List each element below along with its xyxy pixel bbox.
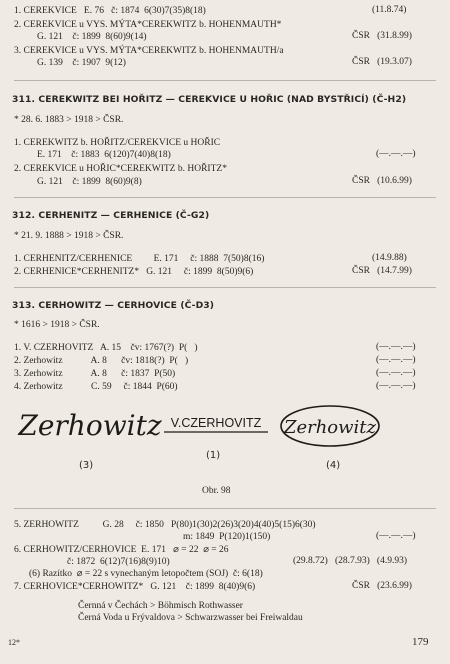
entry-date: (—.—.—)	[376, 381, 416, 391]
entry-line: 7. CERHOVICE*CERHOWITZ* G. 121 č: 1899 8(40)9(6)	[14, 582, 256, 592]
entry-date: (29.8.72) (28.7.93) (4.9.93)	[293, 556, 407, 566]
stamp-text: V.CZERHOVITZ	[170, 416, 262, 430]
entry-date: ČSR (14.7.99)	[352, 266, 412, 276]
stamp-caption: (4)	[326, 460, 341, 471]
entry-date: (—.—.—)	[376, 149, 416, 159]
section-heading: 313. CERHOWITZ — CERHOVICE (Č-D3)	[12, 300, 215, 311]
entry-date: (—.—.—)	[376, 368, 416, 378]
entry-line: 6. CERHOWITZ/CERHOVICE E. 171 ⌀ = 22 ⌀ = 26	[14, 545, 229, 555]
figure-label: Obr. 98	[202, 486, 231, 496]
section-dates: * 28. 6. 1883 > 1918 > ČSR.	[14, 115, 124, 125]
entry-date: ČSR (10.6.99)	[352, 176, 412, 186]
cross-reference: Černná v Čechách > Böhmisch Rothwasser	[78, 601, 243, 611]
section-dates: * 21. 9. 1888 > 1918 > ČSR.	[14, 231, 124, 241]
entry-date: ČSR (19.3.07)	[352, 57, 412, 67]
divider	[14, 80, 436, 81]
entry-line: 1. CEREKWITZ b. HOŘITZ/CEREKVICE u HOŘIC	[14, 138, 221, 148]
signature-mark: 12*	[8, 638, 20, 647]
entry-line: G. 139 č: 1907 9(12)	[37, 58, 126, 68]
entry-line: 2. CEREKVICE u VYS. MÝTA*CEREKWITZ b. HOHENMAUTH*	[14, 20, 282, 30]
divider	[14, 287, 436, 288]
stamp-text: Zerhowitz	[18, 409, 162, 442]
entry-line: 3. CEREKVICE u VYS. MÝTA*CEREKWITZ b. HOHENMAUTH/a	[14, 46, 284, 56]
entry-line: 2. Zerhowitz A. 8 čv: 1818(?) P( )	[14, 356, 189, 366]
stamp-caption: (3)	[79, 460, 94, 471]
entry-line: 2. CEREKVICE u HOŘIC*CEREKWITZ b. HOŘITZ*	[14, 164, 227, 174]
entry-line: G. 121 č: 1899 8(60)9(8)	[37, 177, 142, 187]
entry-line: 5. ZERHOWITZ G. 28 č: 1850 P(80)1(30)2(26)3(20)4(40)5(15)6(30)	[14, 520, 316, 530]
stamp-v-czerhovitz	[160, 410, 272, 440]
entry-date: (14.9.88)	[372, 253, 407, 263]
entry-line: m: 1849 P(120)1(150)	[183, 532, 271, 542]
cross-reference: Černá Voda u Frývaldova > Schwarzwasser bei Freiwaldau	[78, 613, 303, 623]
stamp-zerhowitz-oval	[278, 402, 382, 450]
entry-line: 1. CERHENITZ/CERHENICE E. 171 č: 1888 7(50)8(16)	[14, 254, 265, 264]
entry-line: E. 171 č: 1883 6(120)7(40)8(18)	[37, 150, 171, 160]
section-dates: * 1616 > 1918 > ČSR.	[14, 320, 100, 330]
entry-line: G. 121 č: 1899 8(60)9(14)	[37, 32, 147, 42]
entry-line: 1. CEREKVICE E. 76 č: 1874 6(30)7(35)8(18)	[14, 6, 206, 16]
entry-line: 3. Zerhowitz A. 8 č: 1837 P(50)	[14, 369, 176, 379]
entry-line: 2. CERHENICE*CERHENITZ* G. 121 č: 1899 8(50)9(6)	[14, 267, 254, 277]
divider	[14, 197, 436, 198]
entry-line: 1. V. CZERHOVITZ A. 15 čv: 1767(?) P( )	[14, 343, 198, 353]
entry-line: 4. Zerhowitz C. 59 č: 1844 P(60)	[14, 382, 178, 392]
entry-date: ČSR (23.6.99)	[352, 581, 412, 591]
section-heading: 311. CEREKWITZ BEI HOŘITZ — CEREKVICE U HOŘIC (NAD BYSTŘICÍ) (Č-H2)	[12, 94, 407, 105]
entry-date: (—.—.—)	[376, 342, 416, 352]
entry-date: (11.8.74)	[372, 5, 407, 15]
stamp-caption: (1)	[206, 450, 221, 461]
entry-date: (—.—.—)	[376, 531, 416, 541]
stamp-text: Zerhowitz	[283, 417, 377, 438]
entry-date: (—.—.—)	[376, 355, 416, 365]
entry-line: č: 1872 6(12)7(16)8(9)10)	[67, 557, 170, 567]
section-heading: 312. CERHENITZ — CERHENICE (Č-G2)	[12, 210, 210, 221]
stamp-zerhowitz-script	[18, 402, 162, 450]
page-number: 179	[412, 636, 429, 648]
entry-date: ČSR (31.8.99)	[352, 31, 412, 41]
entry-line: (6) Razítko ⌀ = 22 s vynechaným letopočtem (SOJ) č: 6(18)	[29, 569, 263, 579]
divider	[14, 508, 436, 509]
